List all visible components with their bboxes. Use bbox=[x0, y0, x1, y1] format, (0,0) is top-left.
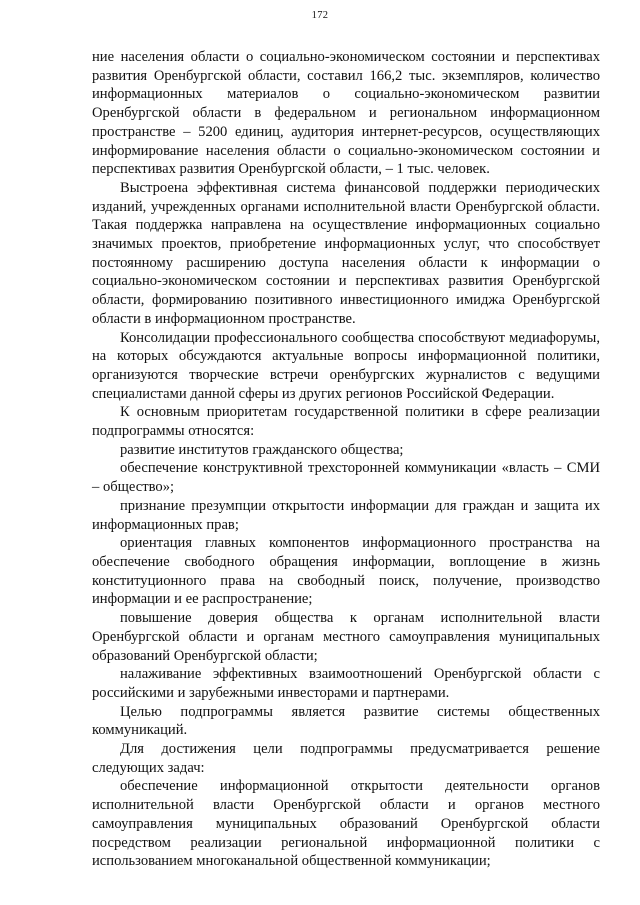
paragraph-tasks-intro: Для достижения цели подпрограммы предусматривается решение следующих задач: bbox=[92, 741, 600, 776]
list-item-information-space: ориентация главных компонентов информационного пространства на обеспечение свободного обращения информации, воплощение в жизнь конституционного права на свободный поиск, получение, производство информации и ее распространение; bbox=[92, 535, 600, 608]
paragraph-media-forums: Консолидации профессионального сообщества способствуют медиафорумы, на которых обсуждаются актуальные вопросы информационной политики, организуются творческие встречи оренбургских журналистов с ведущими специалистами данной сферы из других регионов Российской Федерации. bbox=[92, 329, 600, 402]
document-body bbox=[92, 48, 600, 871]
paragraph-continuation: ние населения области о социально-экономическом состоянии и перспективах развития Оренбургской области, составил 166,2 тыс. экземпляров, количество информационных материалов о социально-экономическом развитии Оренбургской области в федеральном и региональном информационном пространстве – 5200 единиц, аудитория интернет-ресурсов, осуществляющих информирование населения области о социально-экономическом состоянии и перспективах развития Оренбургской области, – 1 тыс. человек. bbox=[92, 49, 600, 178]
paragraph-priorities-intro: К основным приоритетам государственной политики в сфере реализации подпрограммы относятся: bbox=[92, 404, 600, 440]
paragraph-goal: Целью подпрограммы является развитие системы общественных коммуникаций. bbox=[92, 703, 600, 739]
list-item-investors: налаживание эффективных взаимоотношений Оренбургской области с российскими и зарубежными инвесторами и партнерами. bbox=[92, 666, 600, 701]
list-item-communication: обеспечение конструктивной трехсторонней коммуникации «власть – СМИ – общество»; bbox=[92, 460, 600, 496]
page-number: 172 bbox=[311, 10, 329, 21]
list-item-openness: признание презумпции открытости информации для граждан и защита их информационных прав; bbox=[92, 497, 600, 533]
list-item-transparency: обеспечение информационной открытости деятельности органов исполнительной власти Оренбургской области и органов местного самоуправления муниципальных образований Оренбургской области посредством реализации региональной информационной политики с использованием многоканальной общественной коммуникации; bbox=[92, 778, 600, 870]
list-item-public-trust: повышение доверия общества к органам исполнительной власти Оренбургской области и органам местного самоуправления муниципальных образований Оренбургской области; bbox=[92, 610, 600, 664]
paragraph-financial-support: Выстроена эффективная система финансовой поддержки периодических изданий, учрежденных органами исполнительной власти Оренбургской области. Такая поддержка направлена на осуществление информационных социально значимых проектов, приобретение информационных услуг, что способствует постоянному расширению доступа населения области к информации о социально-экономическом состоянии и перспективах развития Оренбургской области, формированию позитивного инвестиционного имиджа Оренбургской области в информационном пространстве. bbox=[92, 179, 600, 327]
list-item-civil-society: развитие институтов гражданского общества; bbox=[120, 441, 404, 458]
